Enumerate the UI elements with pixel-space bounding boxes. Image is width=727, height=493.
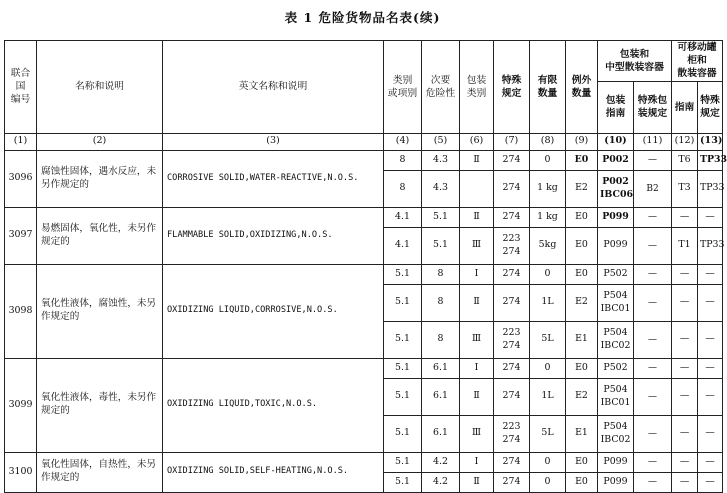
class-cell: 5.1 (384, 378, 422, 415)
header-special-packing: 特殊包 装规定 (634, 81, 672, 133)
packing-group-cell: Ⅲ (460, 321, 494, 358)
special-packing-cell: — (634, 452, 672, 472)
header-special-provisions: 特殊 规定 (494, 41, 530, 134)
tank-instruction-cell: — (672, 415, 698, 452)
english-name-cell: OXIDIZING LIQUID,TOXIC,N.O.S. (163, 358, 384, 452)
column-number: (5) (422, 133, 460, 150)
packing-instruction-cell: P099 (598, 452, 634, 472)
tank-special-cell: — (698, 358, 723, 378)
limited-quantity-cell: 0 (530, 264, 566, 284)
excepted-quantity-cell: E0 (566, 472, 598, 492)
english-name-cell: CORROSIVE SOLID,WATER-REACTIVE,N.O.S. (163, 150, 384, 207)
class-cell: 5.1 (384, 358, 422, 378)
packing-instruction-cell: P099 (598, 227, 634, 264)
header-name: 名称和说明 (37, 41, 163, 134)
packing-instruction-cell: P099 (598, 472, 634, 492)
class-cell: 5.1 (384, 415, 422, 452)
limited-quantity-cell: 1L (530, 378, 566, 415)
tank-instruction-cell: — (672, 264, 698, 284)
excepted-quantity-cell: E0 (566, 264, 598, 284)
packing-instruction-cell: P502 (598, 358, 634, 378)
limited-quantity-cell: 0 (530, 150, 566, 170)
table-row (5, 150, 723, 170)
special-provision-cell: 274 (494, 264, 530, 284)
class-cell: 5.1 (384, 284, 422, 321)
tank-special-cell: TP33 (698, 170, 723, 207)
tank-instruction-cell: T3 (672, 170, 698, 207)
table-title: 表 1 危险货物品名表(续) (284, 10, 441, 25)
limited-quantity-cell: 5kg (530, 227, 566, 264)
table-body (5, 150, 727, 492)
special-packing-cell: — (634, 284, 672, 321)
header-limited-quantity: 有限 数量 (530, 41, 566, 134)
un-number-cell: 3097 (5, 207, 37, 264)
chinese-name-cell: 腐蚀性固体，遇水反应，未另作规定的 (37, 150, 163, 207)
excepted-quantity-cell: E1 (566, 321, 598, 358)
limited-quantity-cell: 0 (530, 358, 566, 378)
class-cell: 8 (384, 150, 422, 170)
tank-instruction-cell: T6 (672, 150, 698, 170)
english-name-cell: OXIDIZING SOLID,SELF-HEATING,N.O.S. (163, 452, 384, 492)
class-cell: 5.1 (384, 472, 422, 492)
tank-instruction-cell: — (672, 452, 698, 472)
header-class: 类别 或项别 (384, 41, 422, 134)
limited-quantity-cell: 1L (530, 284, 566, 321)
column-number: (4) (384, 133, 422, 150)
excepted-quantity-cell: E0 (566, 227, 598, 264)
column-number: (10) (598, 133, 634, 150)
special-packing-cell: — (634, 378, 672, 415)
tank-instruction-cell: — (672, 284, 698, 321)
special-provision-cell: 274 (494, 170, 530, 207)
excepted-quantity-cell: E0 (566, 207, 598, 227)
excepted-quantity-cell: E0 (566, 452, 598, 472)
tank-special-cell: — (698, 378, 723, 415)
special-provision-cell: 274 (494, 452, 530, 472)
un-number-cell: 3096 (5, 150, 37, 207)
header-packing-group: 包装 类别 (460, 41, 494, 134)
class-cell: 4.1 (384, 207, 422, 227)
dangerous-goods-table (4, 40, 727, 493)
tank-instruction-cell: — (672, 358, 698, 378)
column-number: (12) (672, 133, 698, 150)
special-packing-cell: — (634, 150, 672, 170)
sub-risk-cell: 5.1 (422, 207, 460, 227)
excepted-quantity-cell: E0 (566, 358, 598, 378)
packing-instruction-cell: P504 IBC01 (598, 284, 634, 321)
column-number: (13) (698, 133, 723, 150)
excepted-quantity-cell: E2 (566, 284, 598, 321)
header-sub-risk: 次要 危险性 (422, 41, 460, 134)
tank-special-cell: — (698, 452, 723, 472)
sub-risk-cell: 8 (422, 284, 460, 321)
tank-special-cell: TP33 (698, 150, 723, 170)
chinese-name-cell: 易燃固体，氧化性，未另作规定的 (37, 207, 163, 264)
limited-quantity-cell: 5L (530, 321, 566, 358)
special-provision-cell: 274 (494, 284, 530, 321)
packing-group-cell: Ⅱ (460, 207, 494, 227)
tank-instruction-cell: — (672, 472, 698, 492)
class-cell: 8 (384, 170, 422, 207)
excepted-quantity-cell: E1 (566, 415, 598, 452)
sub-risk-cell: 6.1 (422, 378, 460, 415)
english-name-cell: FLAMMABLE SOLID,OXIDIZING,N.O.S. (163, 207, 384, 264)
header-tank-instruction: 指南 (672, 81, 698, 133)
limited-quantity-cell: 5L (530, 415, 566, 452)
limited-quantity-cell: 1 kg (530, 207, 566, 227)
sub-risk-cell: 6.1 (422, 415, 460, 452)
column-number: (7) (494, 133, 530, 150)
table-row (5, 452, 723, 472)
packing-instruction-cell: P002 IBC06 (598, 170, 634, 207)
column-number: (8) (530, 133, 566, 150)
packing-group-cell: Ⅲ (460, 415, 494, 452)
special-provision-cell: 274 (494, 207, 530, 227)
packing-group-cell: Ⅱ (460, 378, 494, 415)
header-portable-tank: 可移动罐柜和 散装容器 (672, 41, 723, 82)
tank-special-cell: — (698, 415, 723, 452)
packing-group-cell: Ⅰ (460, 264, 494, 284)
packing-instruction-cell: P099 (598, 207, 634, 227)
special-packing-cell: — (634, 227, 672, 264)
chinese-name-cell: 氧化性固体，自热性，未另作规定的 (37, 452, 163, 492)
tank-instruction-cell: — (672, 321, 698, 358)
special-packing-cell: B2 (634, 170, 672, 207)
tank-special-cell: — (698, 472, 723, 492)
packing-instruction-cell: P504 IBC01 (598, 378, 634, 415)
table-row (5, 207, 723, 227)
chinese-name-cell: 氧化性液体，腐蚀性，未另作规定的 (37, 264, 163, 358)
excepted-quantity-cell: E0 (566, 150, 598, 170)
header-packing-instruction: 包装 指南 (598, 81, 634, 133)
class-cell: 5.1 (384, 264, 422, 284)
column-number: (3) (163, 133, 384, 150)
excepted-quantity-cell: E2 (566, 170, 598, 207)
tank-special-cell: — (698, 321, 723, 358)
packing-group-cell (460, 170, 494, 207)
tank-instruction-cell: T1 (672, 227, 698, 264)
un-number-cell: 3100 (5, 452, 37, 492)
class-cell: 5.1 (384, 452, 422, 472)
header-un-no: 联合国 编号 (5, 41, 37, 134)
tank-special-cell: TP33 (698, 227, 723, 264)
column-number: (1) (5, 133, 37, 150)
sub-risk-cell: 4.2 (422, 472, 460, 492)
packing-instruction-cell: P502 (598, 264, 634, 284)
sub-risk-cell: 8 (422, 321, 460, 358)
un-number-cell: 3099 (5, 358, 37, 452)
special-provision-cell: 274 (494, 472, 530, 492)
sub-risk-cell: 4.3 (422, 170, 460, 207)
special-packing-cell: — (634, 264, 672, 284)
header-tank-special: 特殊 规定 (698, 81, 723, 133)
packing-instruction-cell: P504 IBC02 (598, 415, 634, 452)
tank-special-cell: — (698, 207, 723, 227)
un-number-cell: 3098 (5, 264, 37, 358)
sub-risk-cell: 5.1 (422, 227, 460, 264)
tank-special-cell: — (698, 284, 723, 321)
class-cell: 5.1 (384, 321, 422, 358)
column-number: (9) (566, 133, 598, 150)
sub-risk-cell: 4.3 (422, 150, 460, 170)
limited-quantity-cell: 0 (530, 452, 566, 472)
special-packing-cell: — (634, 358, 672, 378)
special-packing-cell: — (634, 321, 672, 358)
sub-risk-cell: 6.1 (422, 358, 460, 378)
special-packing-cell: — (634, 415, 672, 452)
sub-risk-cell: 8 (422, 264, 460, 284)
packing-group-cell: Ⅱ (460, 472, 494, 492)
special-provision-cell: 223 274 (494, 321, 530, 358)
excepted-quantity-cell: E2 (566, 378, 598, 415)
limited-quantity-cell: 0 (530, 472, 566, 492)
packing-instruction-cell: P002 (598, 150, 634, 170)
packing-group-cell: Ⅲ (460, 227, 494, 264)
header-en-name: 英文名称和说明 (163, 41, 384, 134)
table-row (5, 264, 723, 284)
special-packing-cell: — (634, 207, 672, 227)
class-cell: 4.1 (384, 227, 422, 264)
special-provision-cell: 274 (494, 378, 530, 415)
special-packing-cell: — (634, 472, 672, 492)
packing-group-cell: Ⅰ (460, 452, 494, 472)
header-packaging-ibc: 包装和 中型散装容器 (598, 41, 672, 82)
special-provision-cell: 223 274 (494, 415, 530, 452)
tank-special-cell: — (698, 264, 723, 284)
special-provision-cell: 223 274 (494, 227, 530, 264)
packing-group-cell: Ⅱ (460, 284, 494, 321)
special-provision-cell: 274 (494, 150, 530, 170)
english-name-cell: OXIDIZING LIQUID,CORROSIVE,N.O.S. (163, 264, 384, 358)
table-row (5, 358, 723, 378)
header-excepted-quantity: 例外 数量 (566, 41, 598, 134)
chinese-name-cell: 氧化性液体，毒性，未另作规定的 (37, 358, 163, 452)
sub-risk-cell: 4.2 (422, 452, 460, 472)
column-number: (11) (634, 133, 672, 150)
column-number: (6) (460, 133, 494, 150)
special-provision-cell: 274 (494, 358, 530, 378)
column-number: (2) (37, 133, 163, 150)
limited-quantity-cell: 1 kg (530, 170, 566, 207)
packing-instruction-cell: P504 IBC02 (598, 321, 634, 358)
packing-group-cell: Ⅱ (460, 150, 494, 170)
packing-group-cell: Ⅰ (460, 358, 494, 378)
tank-instruction-cell: — (672, 207, 698, 227)
tank-instruction-cell: — (672, 378, 698, 415)
